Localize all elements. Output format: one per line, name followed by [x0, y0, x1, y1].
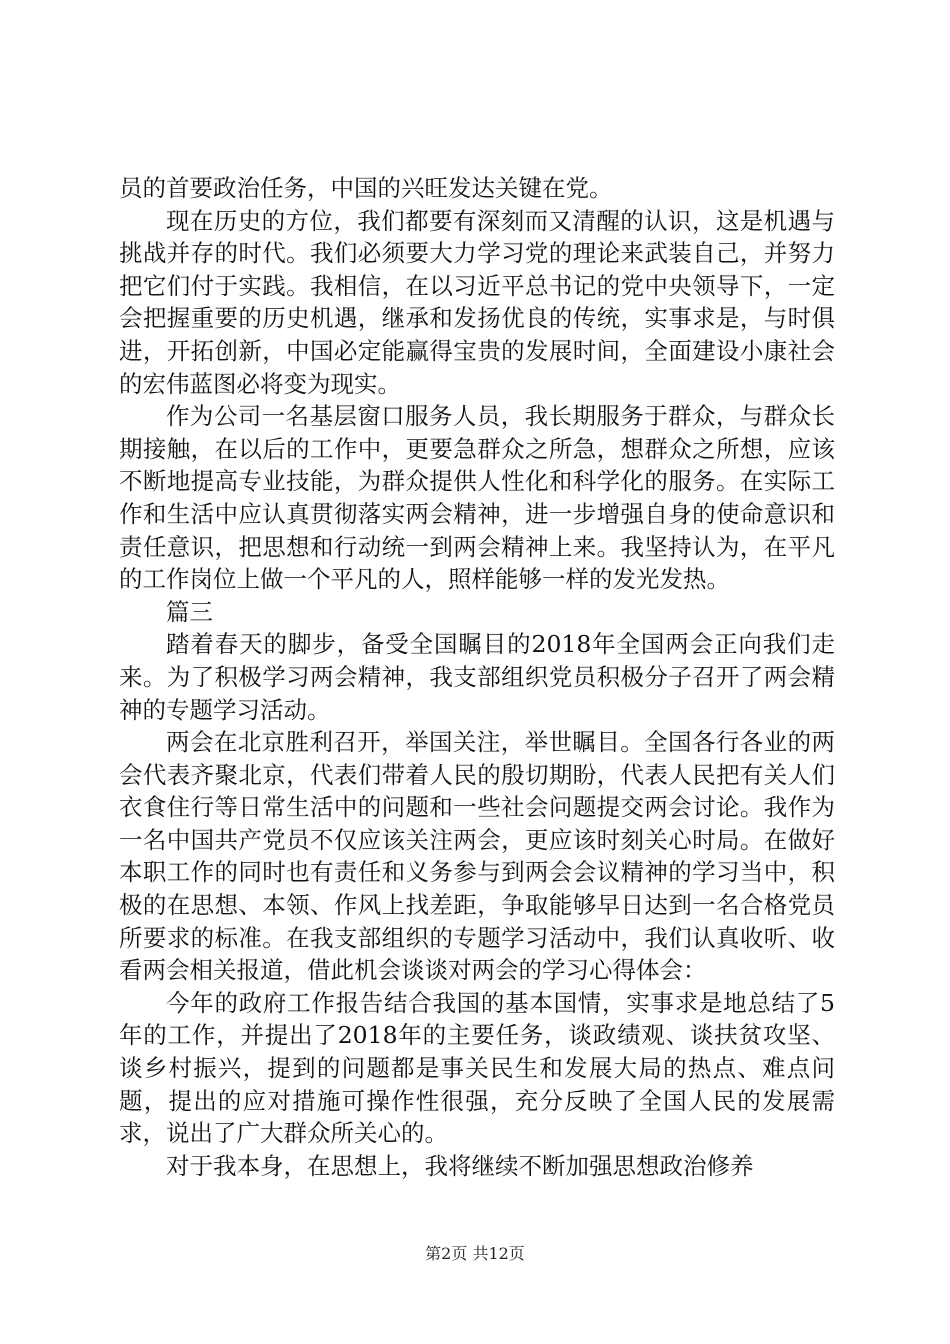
paragraph-6: 今年的政府工作报告结合我国的基本国情，实事求是地总结了5年的工作，并提出了2018年的主要任务，谈政绩观、谈扶贫攻坚、谈乡村振兴，提到的问题都是事关民生和发展大局的热点、难点问题，提出的应对措施可操作性很强，充分反映了全国人民的发展需求，说出了广大群众所关心的。 [119, 988, 835, 1148]
paragraph-1: 员的首要政治任务，中国的兴旺发达关键在党。 [119, 174, 613, 202]
document-body [119, 172, 835, 1182]
paragraph-3: 作为公司一名基层窗口服务人员，我长期服务于群众，与群众长期接触，在以后的工作中，更要急群众之所急，想群众之所想，应该不断地提高专业技能，为群众提供人性化和科学化的服务。在实际工作和生活中应认真贯彻落实两会精神，进一步增强自身的使命意识和责任意识，把思想和行动统一到两会精神上来。我坚持认为，在平凡的工作岗位上做一个平凡的人，照样能够一样的发光发热。 [119, 402, 835, 594]
paragraph-5: 两会在北京胜利召开，举国关注，举世瞩目。全国各行各业的两会代表齐聚北京，代表们带着人民的殷切期盼，代表人民把有关人们衣食住行等日常生活中的问题和一些社会问题提交两会讨论。我作为一名中国共产党员不仅应该关注两会，更应该时刻关心时局。在做好本职工作的同时也有责任和义务参与到两会会议精神的学习当中，积极的在思想、本领、作风上找差距，争取能够早日达到一名合格党员所要求的标准。在我支部组织的专题学习活动中，我们认真收听、收看两会相关报道，借此机会谈谈对两会的学习心得体会： [119, 728, 835, 985]
section-heading: 篇三 [166, 597, 213, 626]
page-footer: 第2页 共12页 [425, 1244, 525, 1263]
paragraph-4: 踏着春天的脚步，备受全国瞩目的2018年全国两会正向我们走来。为了积极学习两会精神，我支部组织党员积极分子召开了两会精神的专题学习活动。 [119, 630, 835, 724]
paragraph-2: 现在历史的方位，我们都要有深刻而又清醒的认识，这是机遇与挑战并存的时代。我们必须要大力学习党的理论来武装自己，并努力把它们付于实践。我相信，在以习近平总书记的党中央领导下，一定会把握重要的历史机遇，继承和发扬优良的传统，实事求是，与时俱进，开拓创新，中国必定能赢得宝贵的发展时间，全面建设小康社会的宏伟蓝图必将变为现实。 [119, 206, 835, 398]
paragraph-7: 对于我本身，在思想上，我将继续不断加强思想政治修养 [166, 1151, 754, 1180]
